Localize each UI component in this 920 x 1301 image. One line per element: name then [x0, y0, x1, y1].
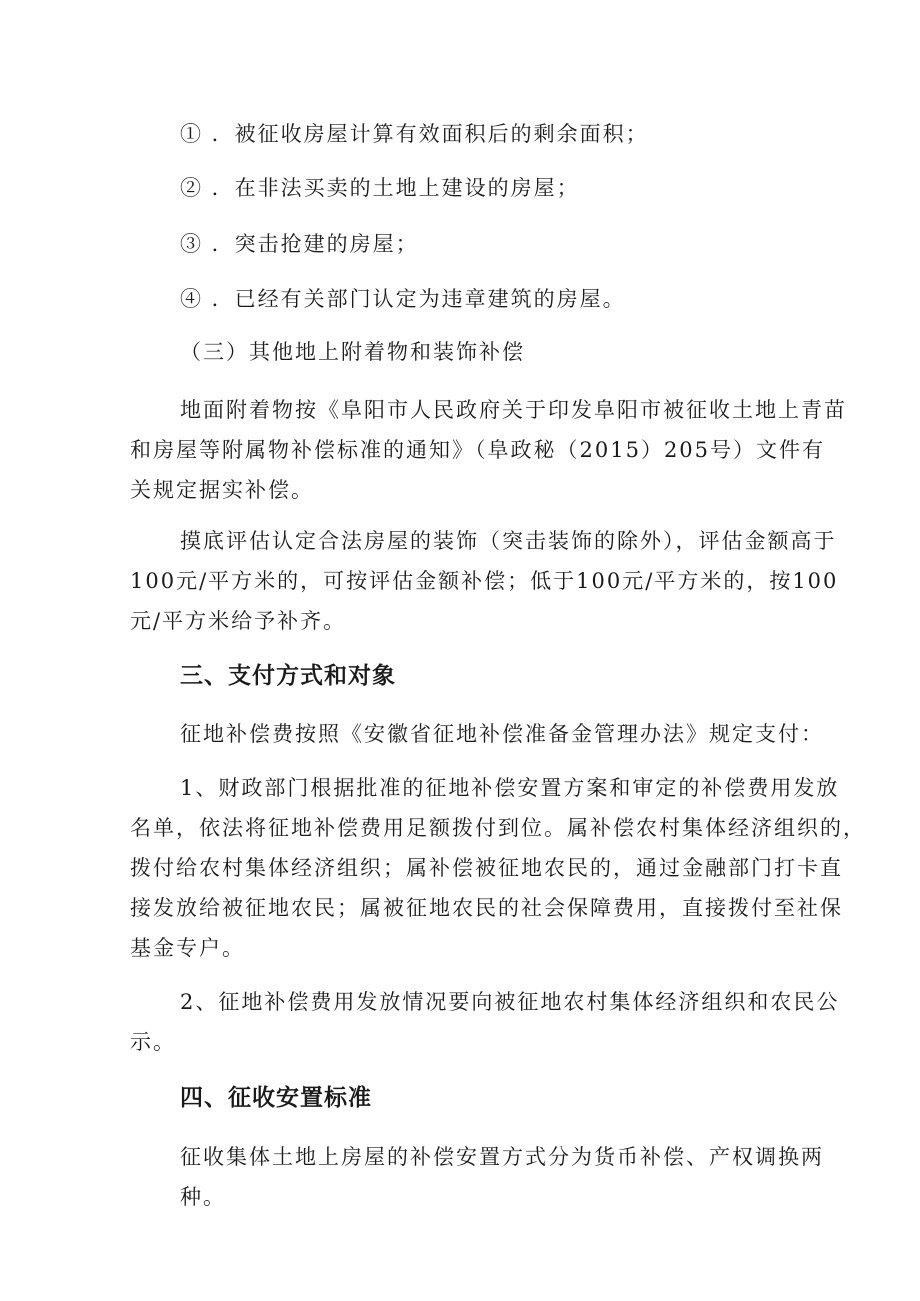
paragraph-line: 和房屋等附属物补偿标准的通知》（阜政秘（2015）205号）文件有: [130, 438, 826, 462]
paragraph-line: 拨付给农村集体经济组织；属补偿被征地农民的，通过金融部门打卡直: [130, 856, 843, 880]
paragraph-line: 接发放给被征地农民；属被征地农民的社会保障费用，直接拨付至社保: [130, 896, 843, 920]
subheading: （三）其他地上附着物和装饰补偿: [180, 340, 525, 364]
paragraph-payment-intro: 征地补偿费按照《安徽省征地补偿准备金管理办法》规定支付：: [180, 722, 824, 746]
list-item: ② ．在非法买卖的土地上建设的房屋；: [180, 176, 580, 200]
paragraph-line: 100元/平方米的，可按评估金额补偿；低于100元/平方米的，按100: [130, 569, 839, 593]
paragraph-payment-2: [130, 982, 840, 1062]
list-item: ③ ．突击抢建的房屋；: [180, 232, 419, 256]
paragraph-line: 1、财政部门根据批准的征地补偿安置方案和审定的补偿费用发放: [180, 776, 840, 800]
paragraph-line: 摸底评估认定合法房屋的装饰（突击装饰的除外），评估金额高于: [180, 529, 837, 553]
paragraph-line: 2、征地补偿费用发放情况要向被征地农村集体经济组织和农民公: [180, 990, 840, 1014]
paragraph-line: 基金专户。: [130, 936, 245, 960]
paragraph-line: 名单，依法将征地补偿费用足额拨付到位。属补偿农村集体经济组织的，: [130, 816, 866, 840]
paragraph-attachments: [130, 390, 847, 510]
paragraph-line: 元/平方米给予补齐。: [130, 609, 347, 633]
paragraph-payment-1: [130, 768, 866, 968]
section-heading: 三、支付方式和对象: [180, 663, 396, 689]
list-item: ① ．被征收房屋计算有效面积后的剩余面积；: [180, 122, 649, 146]
paragraph-line: 示。: [130, 1030, 176, 1054]
section-heading: 四、征收安置标准: [180, 1085, 372, 1111]
paragraph-standard: 征收集体土地上房屋的补偿安置方式分为货币补偿、产权调换两种。: [180, 1145, 824, 1209]
paragraph-line: 关规定据实补偿。: [130, 478, 314, 502]
list-item: ④ ．已经有关部门认定为违章建筑的房屋。: [180, 287, 626, 311]
paragraph-decoration: [130, 521, 839, 641]
paragraph-line: 地面附着物按《阜阳市人民政府关于印发阜阳市被征收土地上青苗: [180, 398, 847, 422]
